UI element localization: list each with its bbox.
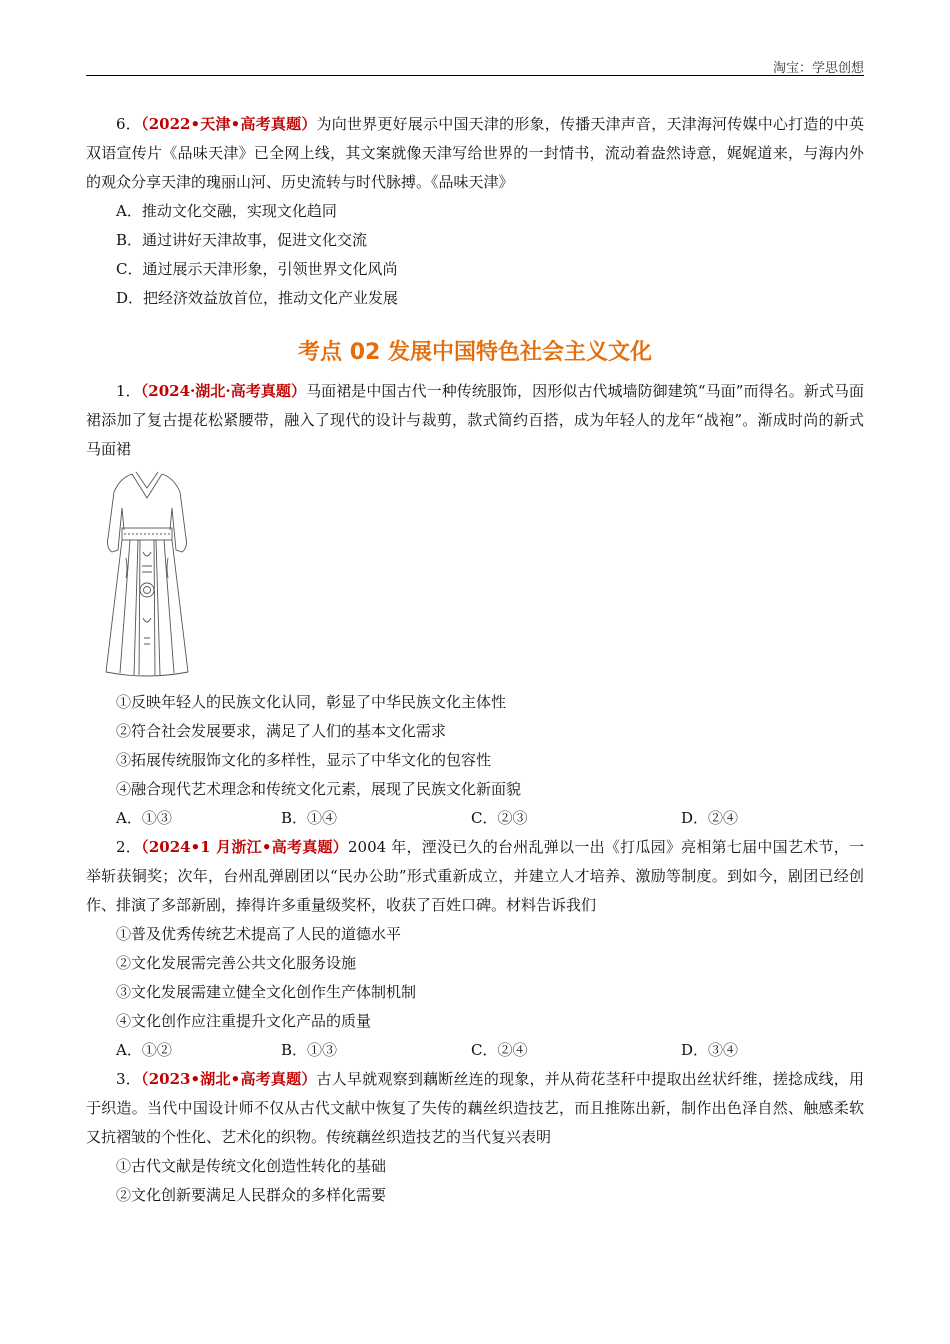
section-title: 考点 02 发展中国特色社会主义文化 (298, 340, 652, 365)
choice-d: D．②④ (681, 809, 739, 827)
page-content (86, 110, 864, 1210)
header-rule (86, 75, 864, 76)
answer-choices (86, 1036, 864, 1065)
option-a: A．推动文化交融，实现文化趋同 (116, 202, 337, 220)
question-text: 古人早就观察到藕断丝连的现象，并从荷花茎秆中提取出丝状纤维，搓捻成线，用于织造。当代中国设计师不仅从古代文献中恢复了失传的藕丝织造技艺，而且推陈出新，制作出色泽自然、触感柔软又抗褶皱的个性化、艺术化的织物。传统藕丝织造技艺的当代复兴表明 (86, 1070, 864, 1146)
choice-a: A．①③ (116, 809, 172, 827)
statement-2: ②文化发展需完善公共文化服务设施 (116, 954, 357, 972)
statement-1: ①普及优秀传统艺术提高了人民的道德水平 (116, 925, 402, 943)
answer-choices (86, 804, 864, 833)
question-text: 2004 年，湮没已久的台州乱弹以一出《打瓜园》亮相第七届中国艺术节，一举斩获铜奖；次年，台州乱弹剧团以“民办公助”形式重新成立，并建立人才培养、激励等制度。到如今，剧团已经创作、排演了多部新剧，捧得许多重量级奖杯，收获了百姓口碑。材料告诉我们 (86, 838, 864, 914)
question-1-stem (86, 377, 864, 464)
choice-d: D．③④ (681, 1041, 739, 1059)
question-number: 3． (116, 1070, 141, 1088)
statement-2: ②文化创新要满足人民群众的多样化需要 (116, 1186, 387, 1204)
header-text: 淘宝：学思创想 (772, 61, 864, 76)
question-3-stem (86, 1065, 864, 1152)
question-number: 1． (116, 382, 141, 400)
statement-4: ④文化创作应注重提升文化产品的质量 (116, 1012, 372, 1030)
question-source: （2023•湖北•高考真题） (140, 1070, 317, 1088)
choice-c: C．②④ (471, 1041, 528, 1059)
question-source: （2022•天津•高考真题） (140, 115, 317, 133)
choice-a: A．①② (116, 1041, 172, 1059)
question-number: 2． (116, 838, 142, 856)
question-2-stem (86, 833, 864, 920)
mamian-skirt-illustration (102, 468, 192, 682)
question-text: 马面裙是中国古代一种传统服饰，因形似古代城墙防御建筑“马面”而得名。新式马面裙添加了复古提花松紧腰带，融入了现代的设计与裁剪，款式简约百搭，成为年轻人的龙年“战袍”。渐成时尚的新式马面裙 (86, 382, 864, 458)
question-6-stem (86, 110, 864, 197)
statement-4: ④融合现代艺术理念和传统文化元素，展现了民族文化新面貌 (116, 780, 522, 798)
statement-1: ①反映年轻人的民族文化认同，彰显了中华民族文化主体性 (116, 693, 507, 711)
question-source: （2024•1 月浙江•高考真题） (141, 838, 348, 856)
option-b: B．通过讲好天津故事，促进文化交流 (116, 231, 368, 249)
question-number: 6． (116, 115, 141, 133)
question-text: 为向世界更好展示中国天津的形象，传播天津声音，天津海河传媒中心打造的中英双语宣传片《品味天津》已全网上线，其文案就像天津写给世界的一封情书，流动着盎然诗意，娓娓道来，与海内外的观众分享天津的瑰丽山河、历史流转与时代脉搏。《品味天津》 (86, 115, 864, 191)
option-c: C．通过展示天津形象，引领世界文化风尚 (116, 260, 398, 278)
statement-3: ③文化发展需建立健全文化创作生产体制机制 (116, 983, 417, 1001)
choice-b: B．①③ (281, 1041, 338, 1059)
statement-1: ①古代文献是传统文化创造性转化的基础 (116, 1157, 387, 1175)
choice-b: B．①④ (281, 809, 338, 827)
skirt-drawing (102, 468, 192, 682)
statement-2: ②符合社会发展要求，满足了人们的基本文化需求 (116, 722, 447, 740)
option-d: D．把经济效益放首位，推动文化产业发展 (116, 289, 399, 307)
statement-3: ③拓展传统服饰文化的多样性，显示了中华文化的包容性 (116, 751, 492, 769)
choice-c: C．②③ (471, 809, 528, 827)
question-source: （2024·湖北·高考真题） (140, 382, 307, 400)
